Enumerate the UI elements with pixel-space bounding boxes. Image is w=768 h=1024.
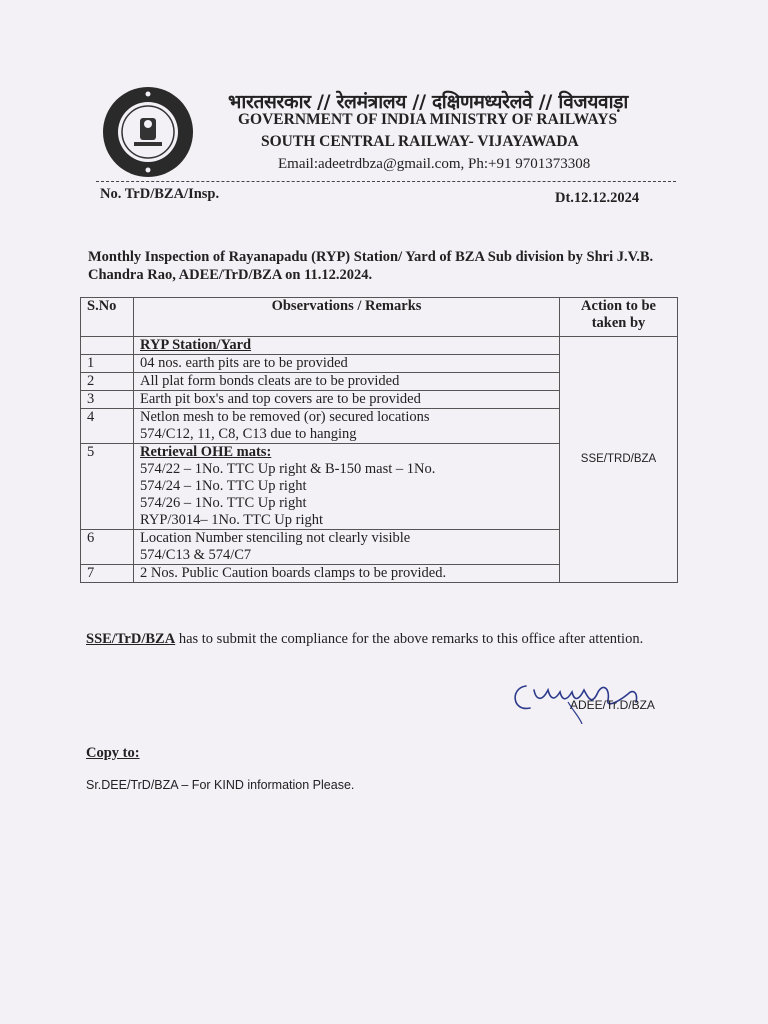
- row-observation: Earth pit box's and top covers are to be provided: [134, 391, 560, 409]
- observation-line: 574/C13 & 574/C7: [140, 547, 252, 563]
- header-sno: S.No: [81, 298, 134, 337]
- header-ministry: GOVERNMENT OF INDIA MINISTRY OF RAILWAYS: [238, 111, 618, 128]
- observation-line: 574/26 – 1No. TTC Up right: [140, 495, 307, 511]
- indian-railways-logo: [100, 84, 196, 180]
- signatory-designation: ADEE/Tr.D/BZA: [570, 698, 655, 712]
- subject: Monthly Inspection of Rayanapadu (RYP) Station/ Yard of BZA Sub division by Shri J.V.B. Chandra Rao, ADEE/TrD/BZA on 11.12.2024.: [88, 249, 654, 283]
- section-title: RYP Station/Yard: [134, 337, 560, 355]
- action-cell: SSE/TRD/BZA: [560, 337, 678, 583]
- row-observation: [134, 444, 560, 530]
- row-observation: [134, 530, 560, 565]
- observation-line: RYP/3014– 1No. TTC Up right: [140, 512, 324, 528]
- reference-number: No. TrD/BZA/Insp.: [100, 186, 220, 202]
- header-hindi: भारतसरकार // रेलमंत्रालय // दक्षिणमध्यरेलवे // विजयवाड़ा: [228, 91, 629, 113]
- copy-to-label: Copy to:: [86, 745, 140, 761]
- table-row-section: [81, 337, 678, 355]
- remark-addressee: SSE/TrD/BZA: [86, 631, 176, 647]
- observation-line: Location Number stenciling not clearly visible: [140, 530, 411, 546]
- remark-text: has to submit the compliance for the above remarks to this office after attention.: [175, 631, 644, 647]
- table-header-row: [81, 298, 678, 337]
- observation-line: Netlon mesh to be removed (or) secured locations: [140, 409, 430, 425]
- row-sno: 7: [81, 565, 134, 583]
- row-sno: 4: [81, 409, 134, 444]
- header-contact: Email:adeetrdbza@gmail.com, Ph:+91 9701373308: [278, 156, 591, 172]
- observation-line: 574/24 – 1No. TTC Up right: [140, 478, 307, 494]
- row-sno: 6: [81, 530, 134, 565]
- inspection-table: [80, 297, 678, 583]
- header-zone: SOUTH CENTRAL RAILWAY- VIJAYAWADA: [261, 133, 579, 150]
- row-observation: [134, 409, 560, 444]
- reference-date: Dt.12.12.2024: [555, 190, 640, 206]
- observation-title: Retrieval OHE mats:: [140, 444, 272, 460]
- row-observation: 04 nos. earth pits are to be provided: [134, 355, 560, 373]
- row-sno: 1: [81, 355, 134, 373]
- row-observation: All plat form bonds cleats are to be provided: [134, 373, 560, 391]
- copy-to-recipient: Sr.DEE/TrD/BZA – For KIND information Please.: [86, 778, 355, 792]
- row-sno: 2: [81, 373, 134, 391]
- row-sno: 5: [81, 444, 134, 530]
- row-observation: 2 Nos. Public Caution boards clamps to be provided.: [134, 565, 560, 583]
- compliance-remark: [86, 630, 676, 649]
- observation-line: 574/C12, 11, C8, C13 due to hanging: [140, 426, 357, 442]
- header-action: Action to be taken by: [560, 298, 678, 337]
- header-divider: [96, 181, 676, 182]
- observation-line: 574/22 – 1No. TTC Up right & B-150 mast – 1No.: [140, 461, 436, 477]
- row-sno: 3: [81, 391, 134, 409]
- header-observations: Observations / Remarks: [134, 298, 560, 337]
- table-cell-empty: [81, 337, 134, 355]
